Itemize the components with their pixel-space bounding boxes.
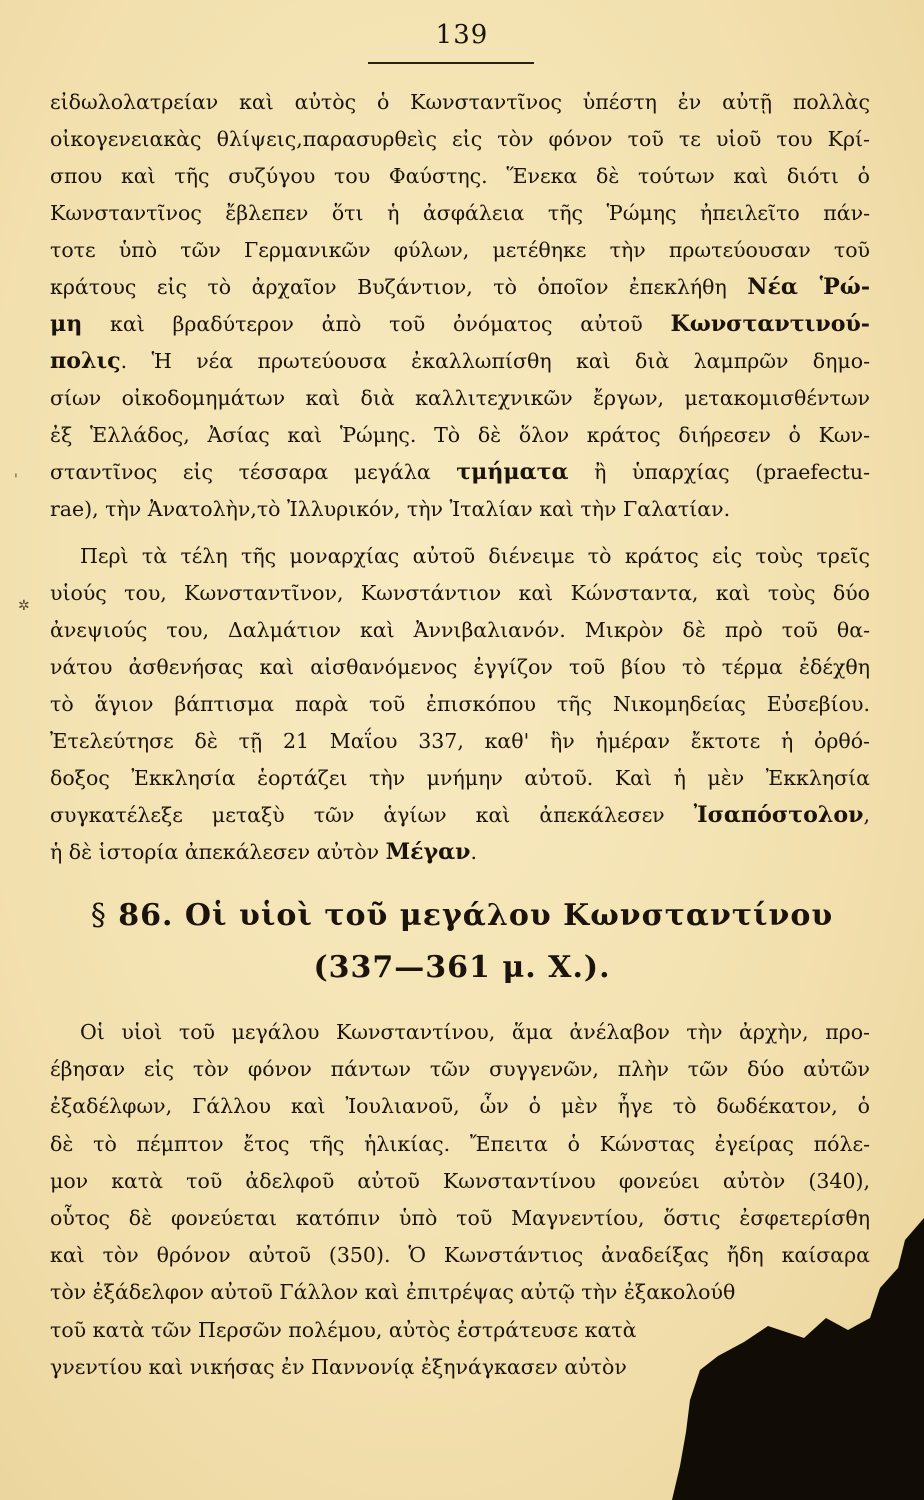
text-line: υἱούς του, Κωνσταντῖνον, Κωνστάντιον καὶ Κώνσταντα, καὶ τοὺς δύο [50, 581, 870, 605]
text-run: ἢ ὑπαρχίας (praefectu- [568, 460, 870, 484]
text-run: ἡ δὲ ἱστορία ἀπεκάλεσεν αὐτὸν [50, 840, 386, 864]
text-line: τοῦ κατὰ τῶν Περσῶν πολέμου, αὐτὸς ἐστράτευσε κατὰ [50, 1317, 637, 1342]
emphasis-term: πολις [50, 348, 121, 374]
text-run: συγκατέλεξε μεταξὺ τῶν ἁγίων καὶ ἀπεκάλεσεν [50, 803, 694, 827]
page-number: 139 [435, 20, 489, 50]
text-line: Ἐτελεύτησε δὲ τῇ 21 Μαΐου 337, καθ' ἣν ἡμέραν ἔκτοτε ἡ ὀρθό- [50, 729, 870, 753]
text-line: Περὶ τὰ τέλη τῆς μοναρχίας αὐτοῦ διένειμε τὸ κράτος εἰς τοὺς τρεῖς [80, 544, 870, 568]
margin-mark: ' [14, 472, 18, 488]
text-line: ἐξ Ἑλλάδος, Ἀσίας καὶ Ῥώμης. Τὸ δὲ ὅλον κράτος διήρεσεν ὁ Κων- [50, 423, 870, 447]
emphasis-term: Ἰσαπόστολον [693, 802, 864, 828]
text-line: οἰκογενειακὰς θλίψεις,παρασυρθεὶς εἰς τὸν φόνον τοῦ τε υἱοῦ του Κρί- [50, 127, 870, 151]
section-number: 86. [118, 898, 174, 933]
text-line: σίων οἰκοδομημάτων καὶ διὰ καλλιτεχνικῶν ἔργων, μετακομισθέντων [50, 386, 870, 410]
emphasis-term: Κωνσταντινού- [670, 311, 870, 337]
text-run: . Ἡ νέα πρωτεύουσα ἐκαλλωπίσθη καὶ διὰ λαμπρῶν δημο- [120, 349, 870, 373]
text-line: δὲ τὸ πέμπτον ἔτος τῆς ἡλικίας. Ἔπειτα ὁ Κώνστας ἐγείρας πόλε- [50, 1131, 870, 1156]
text-line: ἐξαδέλφων, Γάλλου καὶ Ἰουλιανοῦ, ὧν ὁ μὲν ἦγε τὸ δωδέκατον, ὁ [50, 1094, 870, 1119]
text-run: καὶ βραδύτερον ἀπὸ τοῦ ὀνόματος αὐτοῦ [82, 312, 671, 336]
text-line: γνεντίου καὶ νικήσας ἐν Παννονίᾳ ἐξηνάγκασεν αὐτὸν [50, 1354, 627, 1379]
margin-mark: ✲ [18, 598, 30, 614]
text-line: τοτε ὑπὸ τῶν Γερμανικῶν φύλων, μετέθηκε τὴν πρωτεύουσαν τοῦ [50, 238, 870, 262]
text-run: , [863, 803, 870, 827]
emphasis-term: Νέα Ῥώ- [747, 274, 870, 300]
section-dates: (337—361 μ. Χ.). [313, 950, 611, 985]
text-line: εἰδωλολατρείαν καὶ αὐτὸς ὁ Κωνσταντῖνος ὑπέστη ἐν αὐτῇ πολλὰς [50, 90, 870, 114]
text-line: ἀνεψιούς του, Δαλμάτιον καὶ Ἀννιβαλιανόν. Μικρὸν δὲ πρὸ τοῦ θα- [50, 618, 870, 642]
section-title: Οἱ υἱοὶ τοῦ μεγάλου Κωνσταντίνου [184, 898, 834, 933]
text-run: κράτους εἰς τὸ ἀρχαῖον Βυζάντιον, τὸ ὁποῖον ἐπεκλήθη [50, 275, 748, 299]
emphasis-term: μη [50, 311, 83, 337]
text-line: σπου καὶ τῆς συζύγου του Φαύστης. Ἕνεκα δὲ τούτων καὶ διότι ὁ [50, 164, 870, 188]
emphasis-term: τμήματα [456, 459, 569, 485]
emphasis-term: Μέγαν [385, 839, 471, 865]
text-line: έβησαν εἰς τὸν φόνον πάντων τῶν συγγενῶν, πλὴν τῶν δύο αὐτῶν [50, 1057, 870, 1082]
text-line: rae), τὴν Ἀνατολὴν,τὸ Ἰλλυρικόν, τὴν Ἰταλίαν καὶ τὴν Γαλατίαν. [50, 497, 731, 521]
text-run: σταντῖνος εἰς τέσσαρα μεγάλα [50, 460, 457, 484]
section-symbol: § [90, 898, 107, 933]
text-line: τὸ ἅγιον βάπτισμα παρὰ τοῦ ἐπισκόπου τῆς Νικομηδείας Εὐσεβίου. [50, 692, 870, 716]
text-line: νάτου ἀσθενήσας καὶ αἰσθανόμενος ἐγγίζον τοῦ βίου τὸ τέρμα ἐδέχθη [50, 655, 870, 679]
text-line: μον κατὰ τοῦ ἀδελφοῦ αὐτοῦ Κωνσταντίνου φονεύει αὐτὸν (340), [50, 1168, 870, 1193]
text-line: καὶ τὸν θρόνον αὐτοῦ (350). Ὁ Κωνστάντιος ἀναδείξας ἤδη καίσαρα [50, 1243, 870, 1268]
text-line: οὗτος δὲ φονεύεται κατόπιν ὑπὸ τοῦ Μαγνεντίου, ὅστις ἐσφετερίσθη [50, 1206, 870, 1230]
text-run: . [470, 840, 478, 864]
text-line: τὸν ἐξάδελφον αὐτοῦ Γάλλον καὶ ἐπιτρέψας αὐτῷ τὴν ἐξακολούθ [50, 1280, 736, 1305]
text-line: δοξος Ἐκκλησία ἑορτάζει τὴν μνήμην αὐτοῦ. Καὶ ἡ μὲν Ἐκκλησία [50, 766, 870, 790]
text-line: Κωνσταντῖνος ἔβλεπεν ὅτι ἡ ἀσφάλεια τῆς Ῥώμης ἠπειλεῖτο πάν- [50, 201, 870, 225]
text-line: Οἱ υἱοὶ τοῦ μεγάλου Κωνσταντίνου, ἅμα ἀνέλαβον τὴν ἀρχὴν, προ- [80, 1020, 870, 1044]
